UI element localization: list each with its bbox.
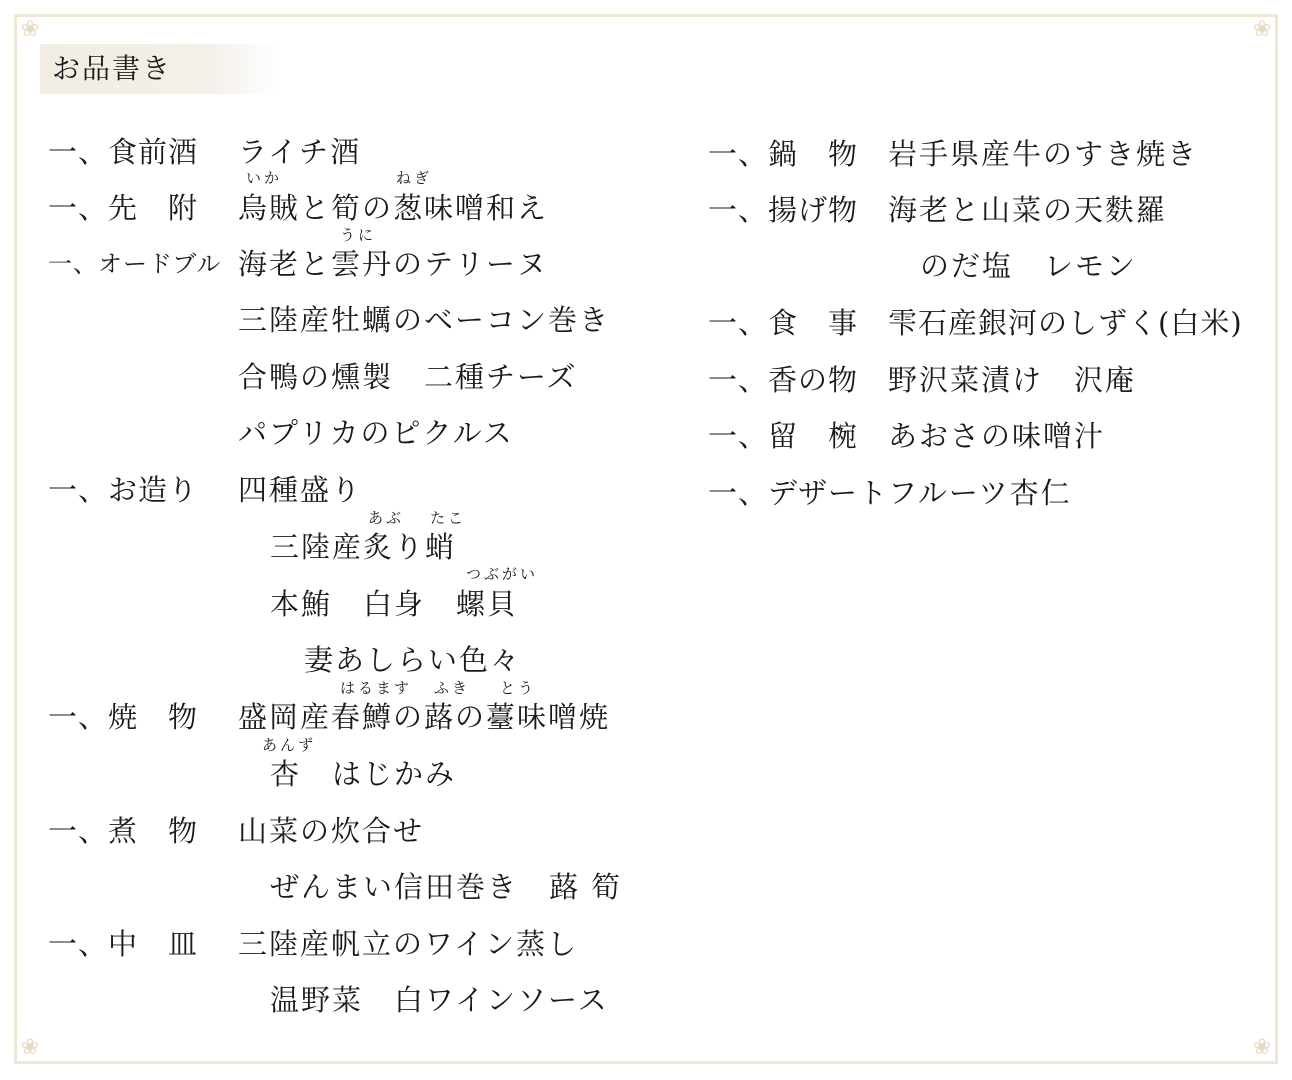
- corner-ornament-icon: ❀: [20, 1035, 40, 1060]
- furigana: たこ: [430, 509, 467, 527]
- dish-name: あおさの味噌汁: [888, 419, 1106, 453]
- course-label: 一、お造り: [48, 473, 199, 507]
- course-label: 一、中 皿: [48, 927, 199, 961]
- dish-name: 合鴨の燻製 二種チーズ: [238, 360, 578, 394]
- dish-name: 三陸産帆立のワイン蒸し: [238, 927, 579, 961]
- furigana: うに: [340, 226, 377, 244]
- dish-name: 三陸産炙り蛸: [270, 530, 457, 564]
- corner-ornament-icon: ❀: [20, 17, 40, 42]
- course-label: 一、鍋 物: [708, 137, 859, 171]
- corner-ornament-icon: ❀: [1252, 1035, 1272, 1060]
- dish-name: 烏賊と筍の葱味噌和え: [238, 191, 549, 225]
- dish-name: 山菜の炊合せ: [238, 814, 425, 848]
- course-label: 一、香の物: [708, 363, 859, 397]
- dish-name: ぜんまい信田巻き 蕗 筍: [270, 870, 623, 904]
- menu-heading: お品書き: [40, 44, 280, 94]
- dish-name: 岩手県産牛のすき焼き: [888, 137, 1199, 171]
- furigana: ねぎ: [396, 169, 433, 187]
- dish-name: 温野菜 白ワインソース: [270, 983, 609, 1017]
- furigana: つぶがい: [466, 565, 539, 583]
- course-label: 一、煮 物: [48, 814, 199, 848]
- dish-name: 海老と山菜の天麩羅: [888, 193, 1168, 227]
- dish-name: フルーツ杏仁: [888, 476, 1072, 510]
- corner-ornament-icon: ❀: [1252, 17, 1272, 42]
- dish-name: 本鮪 白身 螺貝: [270, 587, 519, 621]
- course-label: 一、揚げ物: [708, 193, 859, 227]
- course-label: 一、食 事: [708, 306, 859, 340]
- furigana: はるます: [340, 679, 413, 697]
- furigana: とう: [500, 679, 537, 697]
- dish-name: 雫石産銀河のしずく(白米): [888, 306, 1243, 340]
- furigana: いか: [246, 169, 283, 187]
- course-label: 一、留 椀: [708, 419, 859, 453]
- dish-name: パプリカのピクルス: [238, 416, 514, 450]
- dish-name: 野沢菜漬け 沢庵: [888, 363, 1137, 397]
- furigana: ふき: [434, 679, 471, 697]
- dish-name: 海老と雲丹のテリーヌ: [238, 247, 549, 281]
- course-label: 一、デザート: [708, 476, 889, 510]
- course-label: 一、先 附: [48, 191, 199, 225]
- furigana: あぶ: [368, 509, 405, 527]
- dish-name: ライチ酒: [238, 135, 362, 169]
- dish-name: 三陸産牡蠣のベーコン巻き: [238, 303, 611, 337]
- dish-name: 四種盛り: [238, 473, 363, 507]
- course-label: 一、食前酒: [48, 135, 199, 169]
- dish-name: のだ塩 レモン: [920, 249, 1138, 283]
- furigana: あんず: [262, 736, 317, 754]
- course-label: 一、焼 物: [48, 700, 199, 734]
- course-label: 一、オードブル: [48, 250, 222, 278]
- dish-name: 盛岡産春鱒の蕗の薹味噌焼: [238, 700, 611, 734]
- dish-name: 杏 はじかみ: [270, 757, 457, 791]
- dish-name: 妻あしらい色々: [304, 643, 522, 677]
